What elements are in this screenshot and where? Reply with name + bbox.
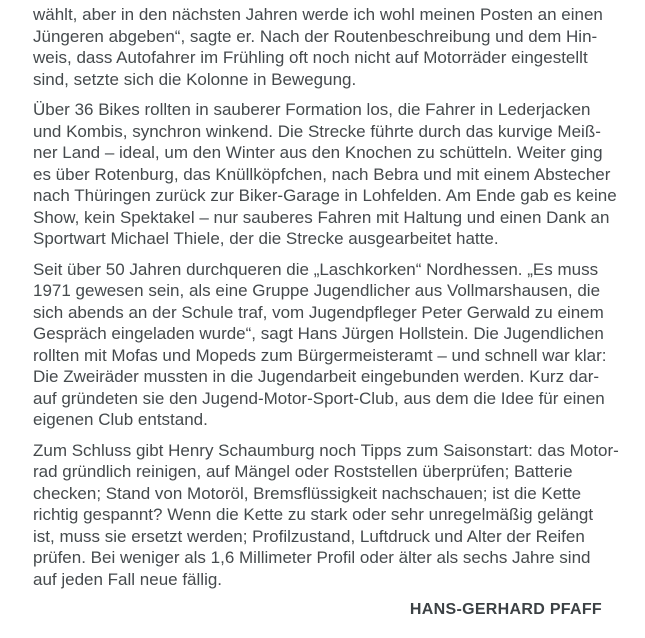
- text-line: ist, muss sie ersetzt werden; Profilzustand, Luftdruck und Alter der Reifen: [33, 526, 585, 546]
- text-line: Sportwart Michael Thiele, der die Strecke ausgearbeitet hatte.: [33, 229, 499, 248]
- text-line: wählt, aber in den nächsten Jahren werde ich wohl meinen Posten an einen: [33, 5, 603, 24]
- text-line: Jüngeren abgeben“, sagte er. Nach der Routenbeschreibung und dem Hin-: [33, 26, 598, 46]
- text-line: rollten mit Mofas und Mopeds zum Bürgermeisteramt – und schnell war klar:: [33, 345, 607, 365]
- text-line: Zum Schluss gibt Henry Schaumburg noch Tipps zum Saisonstart: das Motor-: [33, 440, 619, 460]
- paragraph: [33, 99, 637, 250]
- text-line: Show, kein Spektakel – nur sauberes Fahren mit Haltung und einen Dank an: [33, 207, 610, 227]
- text-line: Gespräch eingeladen wurde“, sagt Hans Jürgen Hollstein. Die Jugendlichen: [33, 324, 604, 343]
- text-line: ner Land – ideal, um den Winter aus den Knochen zu schütteln. Weiter ging: [33, 143, 603, 162]
- paragraph: [33, 259, 637, 431]
- text-line: weis, dass Autofahrer im Frühling oft noch nicht auf Motorräder eingestellt: [33, 48, 588, 67]
- text-line: auf gründeten sie den Jugend-Motor-Sport-Club, aus dem die Idee für einen: [33, 388, 605, 408]
- text-line: auf jeden Fall neue fällig.: [33, 569, 223, 589]
- text-line: und Kombis, synchron winkend. Die Strecke führte durch das kurvige Meiß-: [33, 121, 601, 141]
- text-line: sind, setzte sich die Kolonne in Bewegung.: [33, 69, 357, 89]
- text-line: checken; Stand von Motoröl, Bremsflüssigkeit nachschauen; ist die Kette: [33, 483, 582, 503]
- text-line: richtig gespannt? Wenn die Kette zu stark oder sehr unregelmäßig gelängt: [33, 505, 594, 524]
- paragraph: [33, 440, 637, 591]
- paragraph: [33, 4, 637, 90]
- text-line: sich abends an der Schule traf, vom Jugendpfleger Peter Gerwald zu einem: [33, 302, 604, 322]
- text-line: 1971 gewesen sein, als eine Gruppe Jugendlicher aus Vollmarshausen, die: [33, 281, 601, 300]
- text-line: prüfen. Bei weniger als 1,6 Millimeter Profil oder älter als sechs Jahre sind: [33, 548, 591, 567]
- text-line: nach Thüringen zurück zur Biker-Garage in Lohfelden. Am Ende gab es keine: [33, 186, 617, 205]
- text-line: rad gründlich reinigen, auf Mängel oder Roststellen überprüfen; Batterie: [33, 462, 573, 481]
- author-byline: HANS-GERHARD PFAFF: [409, 601, 602, 618]
- text-line: Seit über 50 Jahren durchqueren die „Laschkorken“ Nordhessen. „Es muss: [33, 259, 599, 279]
- text-line: Über 36 Bikes rollten in sauberer Formation los, die Fahrer in Lederjacken: [33, 100, 591, 119]
- text-line: Die Zweiräder mussten in die Jugendarbeit eingebunden werden. Kurz dar-: [33, 367, 600, 386]
- text-line: es über Rotenburg, das Knüllköpfchen, nach Bebra und mit einem Abstecher: [33, 164, 611, 184]
- text-line: eigenen Club entstand.: [33, 410, 208, 429]
